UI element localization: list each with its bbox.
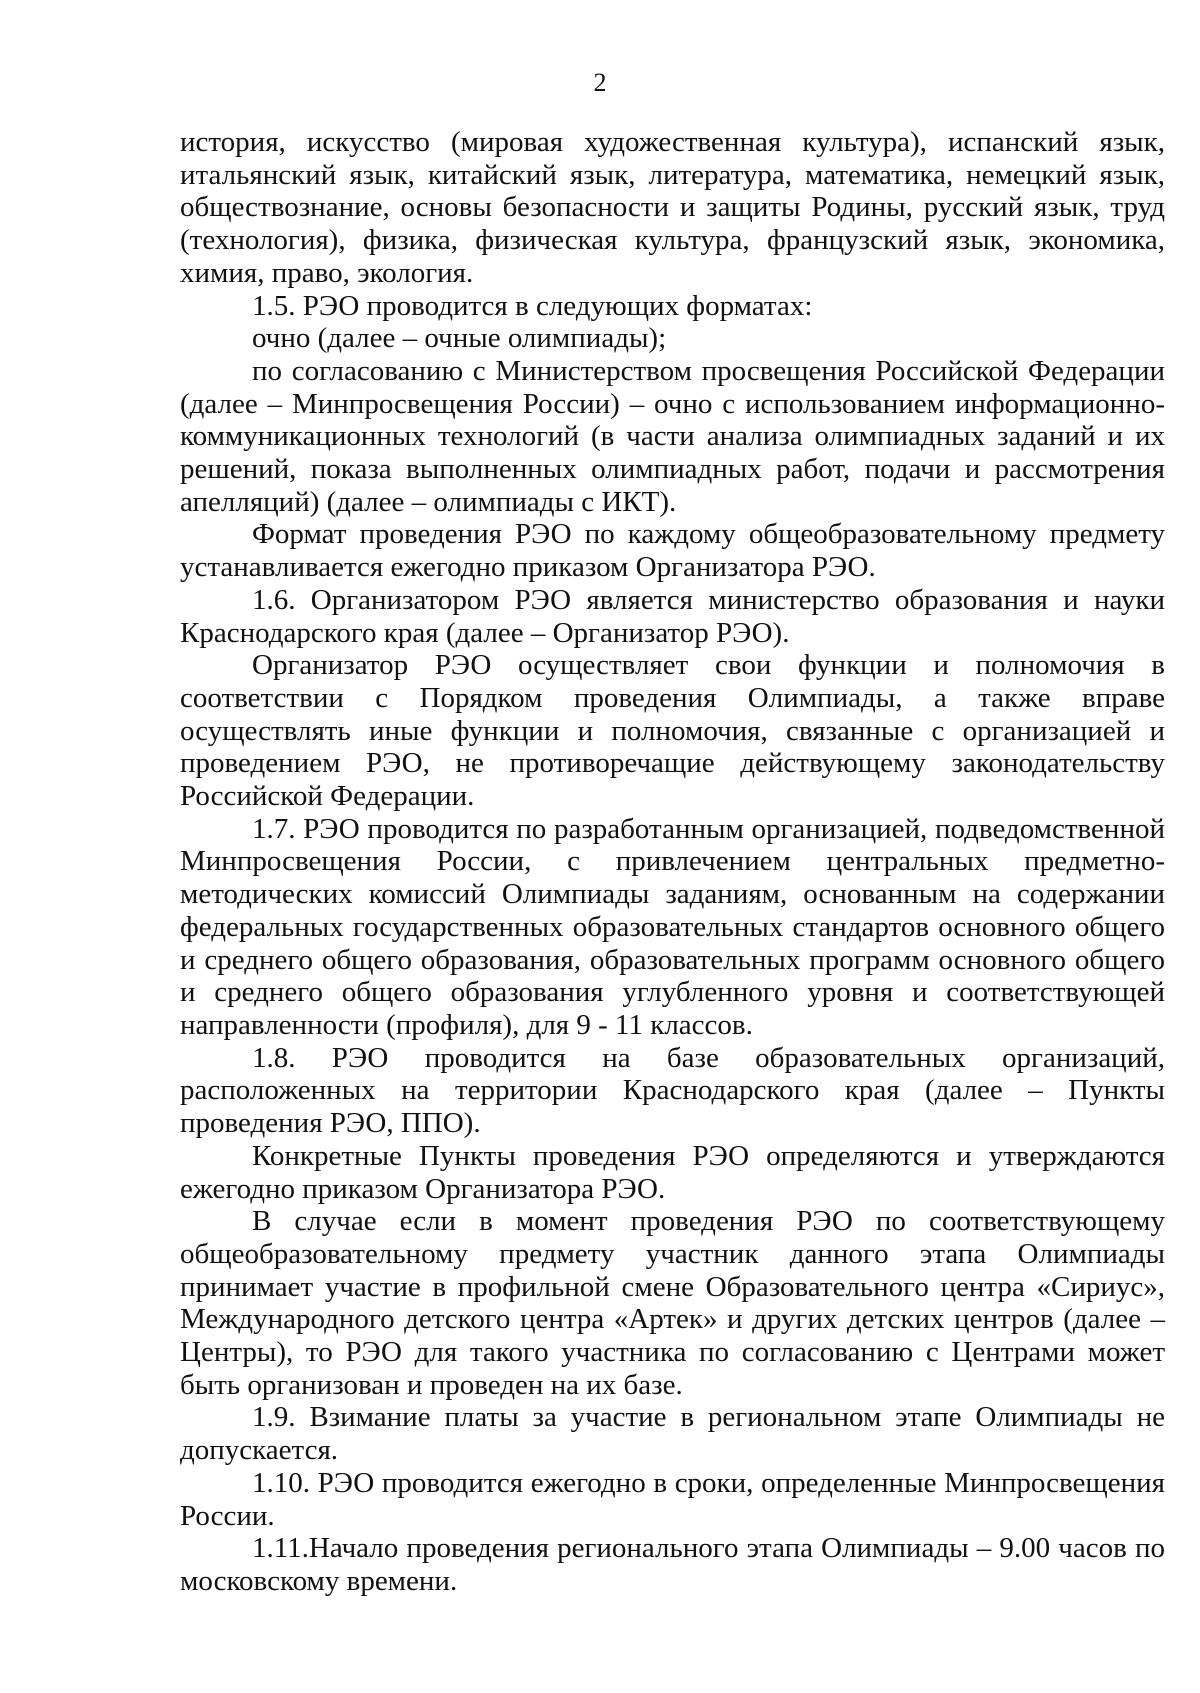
paragraph-1-5: 1.5. РЭО проводится в следующих форматах: xyxy=(252,289,813,322)
paragraph-1-7: 1.7. РЭО проводится по разработанным организацией, подведомственной Минпросвещения России, с привлечением центральных предметно-методических комиссий Олимпиады заданиям, основанным на содержании федеральных государственных образовательных стандартов основного общего и среднего общего образования, образовательных программ основного общего и среднего общего образования углубленного уровня и соответствующей направленности (профиля), для 9 - 11 классов. xyxy=(180,812,1165,1041)
paragraph-in-person-format: очно (далее – очные олимпиады); xyxy=(252,322,667,355)
paragraph-1-6: 1.6. Организатором РЭО является министерство образования и науки Краснодарского края (далее – Организатор РЭО). xyxy=(180,583,1165,649)
paragraph-1-8: 1.8. РЭО проводится на базе образовательных организаций, расположенных на территории Краснодарского края (далее – Пункты проведения РЭО, ППО). xyxy=(180,1041,1165,1140)
paragraph-1-10: 1.10. РЭО проводится ежегодно в сроки, определенные Минпросвещения России. xyxy=(180,1466,1165,1532)
paragraph-subject-list: история, искусство (мировая художественная культура), испанский язык, итальянский язык, китайский язык, литература, математика, немецкий язык, обществознание, основы безопасности и защиты Родины, русский язык, труд (технология), физика, физическая культура, французский язык, экономика, химия, право, экология. xyxy=(180,126,1165,289)
page-number: 2 xyxy=(593,68,607,97)
document-body xyxy=(180,126,1165,1598)
paragraph-organizer-functions: Организатор РЭО осуществляет свои функции и полномочия в соответствии с Порядком проведения Олимпиады, а также вправе осуществлять иные функции и полномочия, связанные с организацией и проведением РЭО, не противоречащие действующему законодательству Российской Федерации. xyxy=(180,649,1165,813)
paragraph-venues: Конкретные Пункты проведения РЭО определяются и утверждаются ежегодно приказом Организатора РЭО. xyxy=(180,1139,1165,1205)
paragraph-ict-format: по согласованию с Министерством просвещения Российской Федерации (далее – Минпросвещения России) – очно с использованием информационно-коммуникационных технологий (в части анализа олимпиадных заданий и их решений, показа выполненных олимпиадных работ, подачи и рассмотрения апелляций) (далее – олимпиады с ИКТ). xyxy=(180,354,1165,518)
paragraph-centers: В случае если в момент проведения РЭО по соответствующему общеобразовательному предмету участник данного этапа Олимпиады принимает участие в профильной смене Образовательного центра «Сириус», Международного детского центра «Артек» и других детских центров (далее – Центры), то РЭО для такого участника по согласованию с Центрами может быть организован и проведен на их базе. xyxy=(180,1205,1165,1401)
paragraph-1-9: 1.9. Взимание платы за участие в региональном этапе Олимпиады не допускается. xyxy=(180,1401,1165,1467)
paragraph-1-11: 1.11.Начало проведения регионального этапа Олимпиады – 9.00 часов по московскому времени. xyxy=(180,1532,1165,1597)
paragraph-format-order: Формат проведения РЭО по каждому общеобразовательному предмету устанавливается ежегодно приказом Организатора РЭО. xyxy=(180,518,1165,584)
